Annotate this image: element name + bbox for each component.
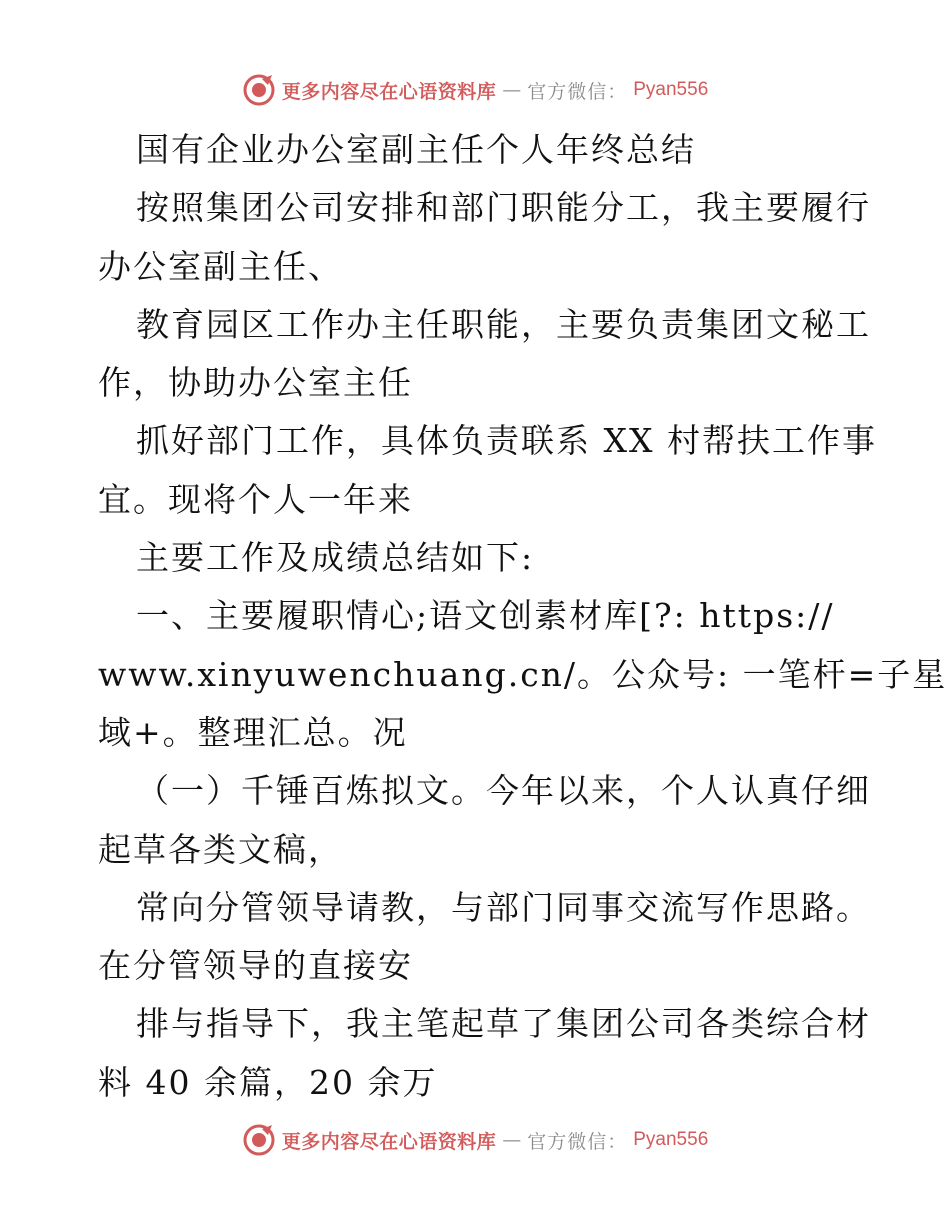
- text-line: 主要工作及成绩总结如下:: [136, 538, 535, 578]
- footer-watermark: [0, 1120, 950, 1160]
- header-watermark: [0, 70, 950, 110]
- text-line: 排与指导下，我主笔起草了集团公司各类综合材: [136, 1004, 871, 1044]
- watermark-label: 官方微信：: [527, 80, 628, 103]
- text-line: 按照集团公司安排和部门职能分工，我主要履行: [136, 188, 871, 228]
- text-line: 料 40 余篇，20 余万: [98, 1062, 438, 1102]
- text-line: www.xinyuwenchuang.cn/。公众号: 一笔杆=子星: [98, 654, 948, 694]
- section-heading: 一、主要履职情心;语文创素材库[?: https://: [136, 596, 835, 636]
- text-line: 抓好部门工作，具体负责联系 XX 村帮扶工作事: [136, 421, 877, 461]
- watermark-id: Pyan556: [633, 1129, 709, 1150]
- watermark-id: Pyan556: [633, 79, 709, 100]
- text-line: 宜。现将个人一年来: [98, 479, 413, 519]
- watermark-label: 官方微信：: [527, 1130, 628, 1153]
- text-line: 起草各类文稿，: [98, 829, 343, 869]
- watermark-separator: —: [502, 79, 522, 101]
- watermark-main-text: 更多内容尽在心语资料库: [281, 80, 497, 103]
- text-line: 在分管领导的直接安: [98, 946, 413, 986]
- text-line: 作，协助办公室主任: [98, 363, 413, 403]
- document-title: 国有企业办公室副主任个人年终总结: [136, 130, 696, 169]
- text-line: 域+。整理汇总。况: [98, 712, 408, 752]
- subsection-heading: （一）千锤百炼拟文。今年以来，个人认真仔细: [136, 771, 871, 811]
- brand-logo-icon: [242, 1123, 276, 1157]
- brand-logo-icon: [242, 73, 276, 107]
- text-line: 常向分管领导请教，与部门同事交流写作思路。: [136, 887, 871, 927]
- document-body: [98, 121, 948, 1112]
- text-line: 办公室副主任、: [98, 246, 343, 286]
- watermark-separator: —: [502, 1129, 522, 1151]
- watermark-main-text: 更多内容尽在心语资料库: [281, 1130, 497, 1153]
- text-line: 教育园区工作办主任职能，主要负责集团文秘工: [136, 304, 871, 344]
